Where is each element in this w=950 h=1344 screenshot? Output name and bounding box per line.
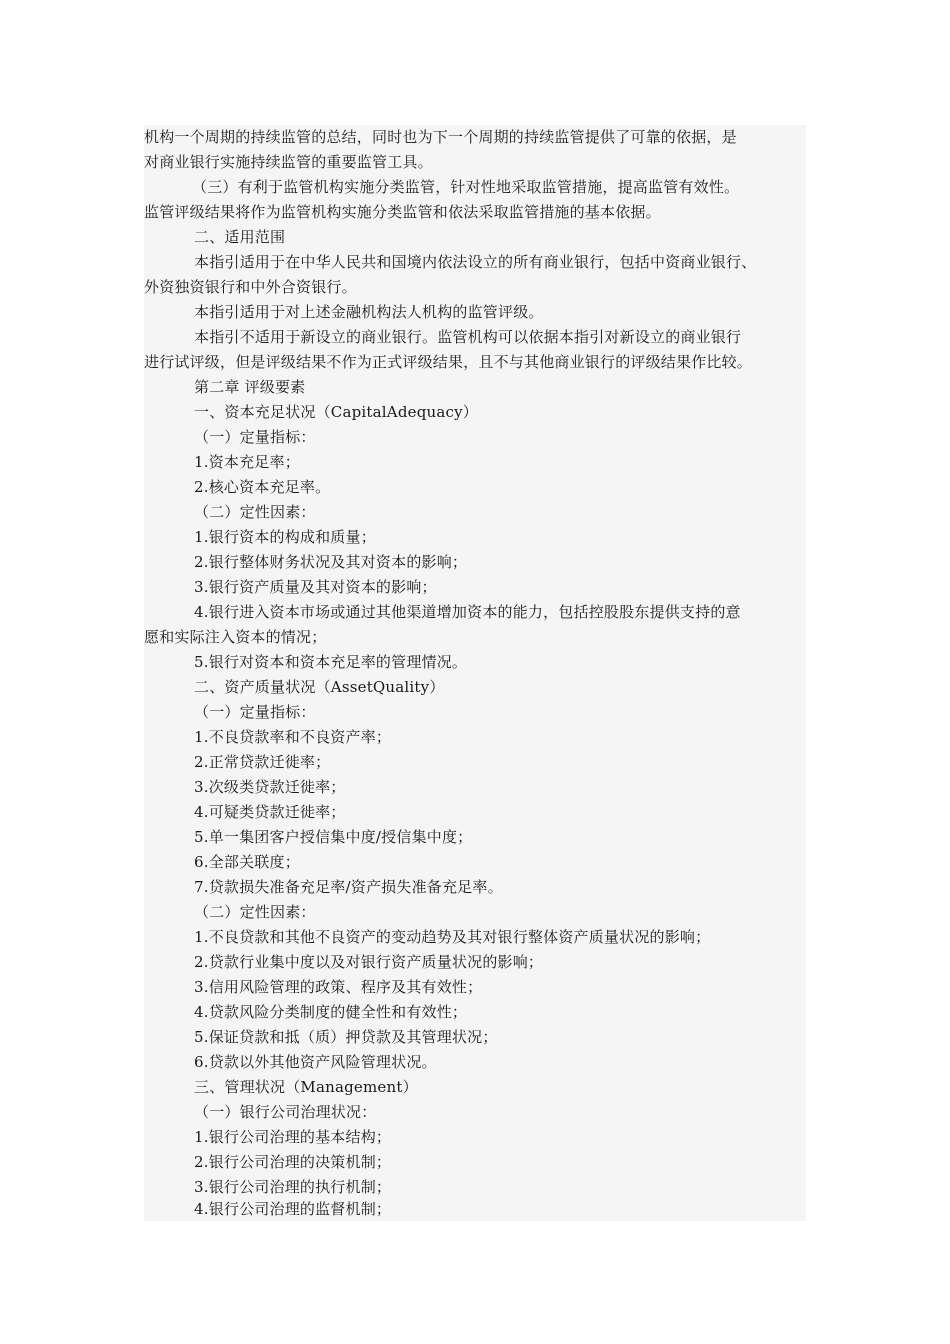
subsection-heading: （一）银行公司治理状况： <box>194 1103 377 1121</box>
list-item: 4.贷款风险分类制度的健全性和有效性； <box>194 1003 468 1021</box>
list-item: 3.银行公司治理的执行机制； <box>194 1178 392 1196</box>
list-item: 2.贷款行业集中度以及对银行资产质量状况的影响； <box>194 953 544 971</box>
text-line: 进行试评级，但是评级结果不作为正式评级结果，且不与其他商业银行的评级结果作比较。 <box>144 353 753 371</box>
section-heading: 二、资产质量状况（AssetQuality） <box>194 678 445 696</box>
list-item: 3.次级类贷款迁徙率； <box>194 778 346 796</box>
list-item: 3.信用风险管理的政策、程序及其有效性； <box>194 978 483 996</box>
text-line: 对商业银行实施持续监管的重要监管工具。 <box>144 153 433 171</box>
list-item: 4.银行进入资本市场或通过其他渠道增加资本的能力，包括控股股东提供支持的意 <box>194 603 741 621</box>
text-line: 本指引适用于对上述金融机构法人机构的监管评级。 <box>194 303 544 321</box>
section-heading: 二、适用范围 <box>194 228 286 246</box>
section-heading: 三、管理状况（Management） <box>194 1078 418 1096</box>
subsection-heading: （一）定量指标： <box>194 703 316 721</box>
list-item-continuation: 愿和实际注入资本的情况； <box>144 628 327 646</box>
text-line: 本指引不适用于新设立的商业银行。监管机构可以依据本指引对新设立的商业银行 <box>194 328 742 346</box>
list-item: 2.银行整体财务状况及其对资本的影响； <box>194 553 468 571</box>
list-item: 3.银行资产质量及其对资本的影响； <box>194 578 437 596</box>
section-heading: 一、资本充足状况（CapitalAdequacy） <box>194 403 478 421</box>
list-item: 5.单一集团客户授信集中度/授信集中度； <box>194 828 473 846</box>
list-item: 5.保证贷款和抵（质）押贷款及其管理状况； <box>194 1028 498 1046</box>
document-text-block <box>144 125 806 1221</box>
list-item: 6.全部关联度； <box>194 853 300 871</box>
list-item: 1.资本充足率； <box>194 453 300 471</box>
subsection-heading: （二）定性因素： <box>194 503 316 521</box>
chapter-heading: 第二章 评级要素 <box>194 378 306 396</box>
list-item: 4.银行公司治理的监督机制； <box>194 1200 392 1218</box>
list-item: 6.贷款以外其他资产风险管理状况。 <box>194 1053 437 1071</box>
text-line: 外资独资银行和中外合资银行。 <box>144 278 357 296</box>
text-line: 监管评级结果将作为监管机构实施分类监管和依法采取监管措施的基本依据。 <box>144 203 661 221</box>
text-line: （三）有利于监管机构实施分类监管，针对性地采取监管措施，提高监管有效性。 <box>192 178 740 196</box>
text-line: 本指引适用于在中华人民共和国境内依法设立的所有商业银行，包括中资商业银行、 <box>194 253 757 271</box>
list-item: 2.银行公司治理的决策机制； <box>194 1153 392 1171</box>
list-item: 1.银行资本的构成和质量； <box>194 528 376 546</box>
list-item: 1.不良贷款和其他不良资产的变动趋势及其对银行整体资产质量状况的影响； <box>194 928 711 946</box>
list-item: 7.贷款损失准备充足率/资产损失准备充足率。 <box>194 878 503 896</box>
list-item: 4.可疑类贷款迁徙率； <box>194 803 346 821</box>
subsection-heading: （二）定性因素： <box>194 903 316 921</box>
list-item: 1.银行公司治理的基本结构； <box>194 1128 392 1146</box>
list-item: 1.不良贷款率和不良资产率； <box>194 728 392 746</box>
list-item: 2.正常贷款迁徙率； <box>194 753 331 771</box>
list-item: 2.核心资本充足率。 <box>194 478 331 496</box>
text-line: 机构一个周期的持续监管的总结，同时也为下一个周期的持续监管提供了可靠的依据，是 <box>144 128 737 146</box>
list-item: 5.银行对资本和资本充足率的管理情况。 <box>194 653 468 671</box>
subsection-heading: （一）定量指标： <box>194 428 316 446</box>
